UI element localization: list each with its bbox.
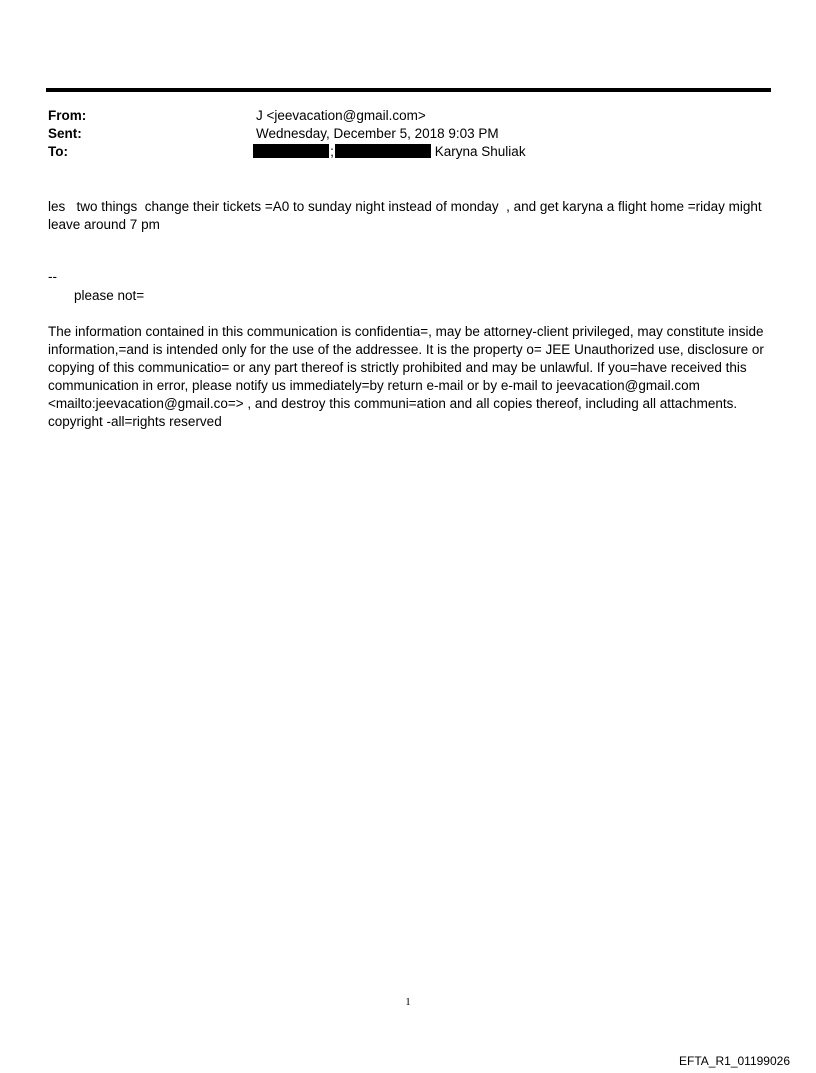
from-value: J <jeevacation@gmail.com>	[256, 108, 426, 123]
signature-note: please not=	[74, 288, 145, 303]
to-row	[48, 143, 768, 161]
sent-label: Sent:	[48, 126, 82, 141]
from-row	[48, 107, 768, 125]
to-recipient-name: Karyna Shuliak	[434, 144, 526, 159]
redaction-block	[253, 144, 329, 158]
email-header	[48, 107, 768, 161]
sent-row	[48, 125, 768, 143]
bates-number: EFTA_R1_01199026	[679, 1054, 790, 1068]
page-number: 1	[405, 996, 411, 1008]
to-value	[256, 143, 526, 161]
message-body: les two things change their tickets =A0 to sunday night instead of monday , and get karyna a flight home =riday might leave around 7 pm	[48, 199, 766, 232]
signature-dash: --	[48, 269, 57, 284]
from-label: From:	[48, 108, 87, 123]
sent-value: Wednesday, December 5, 2018 9:03 PM	[256, 126, 499, 141]
header-divider-rule	[46, 88, 771, 92]
recipient-separator: ;	[330, 144, 334, 159]
redaction-block	[335, 144, 431, 158]
confidentiality-disclaimer: The information contained in this communication is confidentia=, may be attorney-client privileged, may constitute inside information,=and is intended only for the use of the addressee. It is the property o= JEE Unauthorized use, disclosure or copying of this communicatio= or any part thereof is strictly prohibited and may be unlawful. If you=have received this communication in error, please notify us immediately=by return e-mail or by e-mail to jeevacation@gmail.com <mailto:jeevacation@gmail.co=> , and destroy this communi=ation and all copies thereof, including all attachments. copyright -all=rights reserved	[48, 324, 768, 429]
to-label: To:	[48, 144, 68, 159]
